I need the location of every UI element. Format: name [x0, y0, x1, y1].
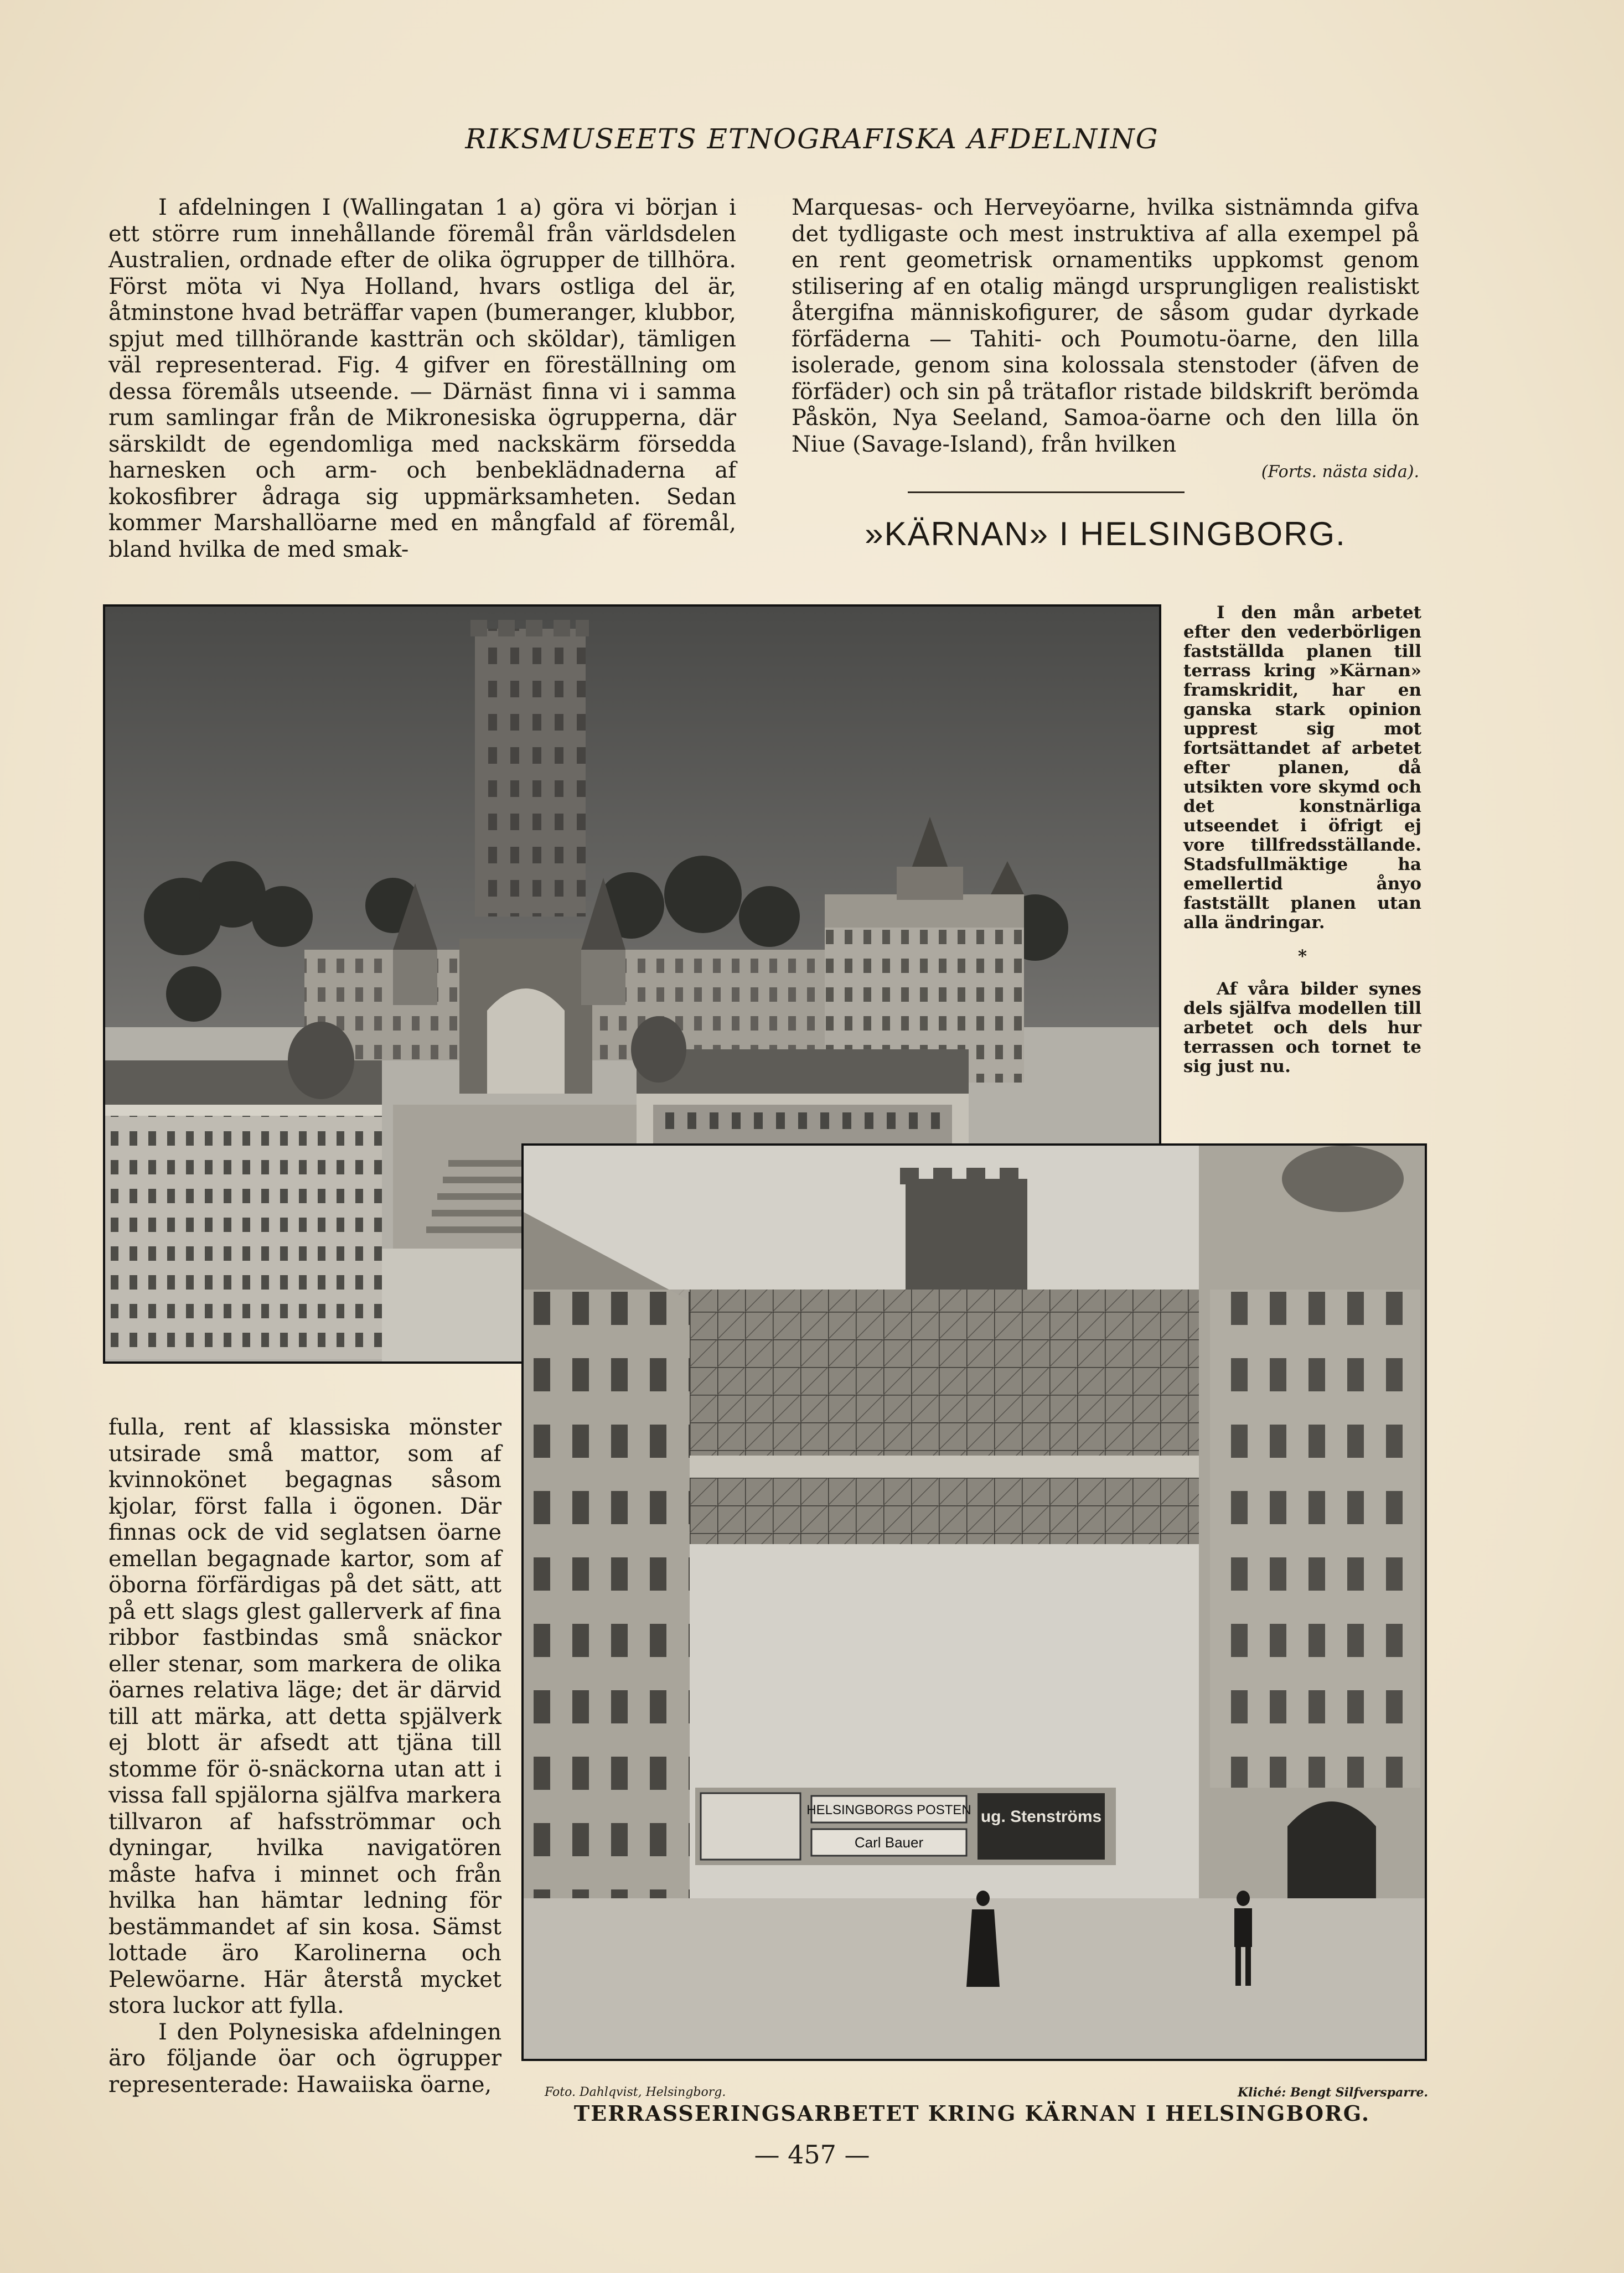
construction-illustration: [524, 1146, 1425, 2059]
page-number: — 457 —: [754, 2140, 870, 2170]
photo-caption: TERRASSERINGSARBETET KRING KÄRNAN I HELSINGBORG.: [573, 2101, 1370, 2126]
side-note-separator: *: [1297, 946, 1307, 966]
article-paragraph: I den Polynesiska afdelningen äro följande öar och ögrupper representerade: Hawaiiska öarne,: [108, 2019, 501, 2098]
article-paragraph: fulla, rent af klassiska mönster utsirade små mattor, som af kvinnokönet begagnas såsom kjolar, först falla i ögonen. Där finnas ock de vid seglatsen öarne emellan begagnade kartor, som af öborna förfärdigas på det sätt, att på ett slags glest gallerverk af fina ribbor fastbindas små snäckor eller stenar, som markera de olika öarnes relativa läge; det är därvid till att märka, att detta spjälverk ej blott är afsedt att tjäna till stomme för ö-snäckorna utan att i vissa fall spjälorna själfva markera tillvaron af hafsströmmar och dyningar, hvilka navigatören måste hafva i minnet och från hvilka han hämtar ledning för bestämmandet af sin kosa. Sämst lottade äro Karolinerna och Pelewöarne. Här återstå mycket stora luckor att fylla.: [108, 1415, 501, 2018]
sign-posten: HELSINGBORGS POSTEN: [806, 1803, 971, 1818]
article-paragraph: Marquesas- och Herveyöarne, hvilka sistnämnda gifva det tydligaste och mest instruktiva af alla exempel på en rent geometrisk ornamentiks uppkomst genom stilisering af en otalig mängd ursprungligen realistiskt återgifna människofigurer, de såsom gudar dyrkade förfäderna — Tahiti- och Poumotu-öarne, den lilla isolerade, genom sina kolossala stenstoder (äfven de förfäder) och sin på trätaflor ristade bildskrift berömda Påskön, Nya Seeland, Samoa-öarne och den lilla ön Niue (Savage-Island), från hvilken: [792, 195, 1419, 457]
article-column-left-bottom: [108, 1415, 501, 2098]
running-head: RIKSMUSEETS ETNOGRAFISKA AFDELNING: [465, 123, 1159, 155]
side-note-paragraph: Af våra bilder synes dels själfva modellen till arbetet och dels hur terrassen och tornet te sig just nu.: [1183, 979, 1421, 1076]
side-note-paragraph: I den mån arbetet efter den vederbörligen fastställda planen till terrass kring »Kärnan» framskridit, har en ganska stark opinion upprest sig mot fortsättandet af arbetet efter planen, då utsikten vore skymd och det konstnärliga utseendet i öfrigt ej vore tillfredsställande. Stadsfullmäktige ha emellertid ånyo fastställt planen utan alla ändringar.: [1183, 603, 1421, 933]
article-paragraph: I afdelningen I (Wallingatan 1 a) göra vi början i ett större rum innehållande föremål från världsdelen Australien, ordnade efter de olika ögrupper de tillhöra. Först möta vi Nya Holland, hvars ostliga del är, åtminstone hvad beträffar vapen (bumeranger, klubbor, spjut med tillhörande kastträn och sköldar), tämligen väl representerad. Fig. 4 gifver en föreställning om dessa föremåls utseende. — Därnäst finna vi i samma rum samlingar från de Mikronesiska ögrupperna, där särskildt de egendomliga med nackskärm försedda harnesken och arm- och benbeklädnaderna af kokosfibrer ådraga sig uppmärksamheten. Sedan kommer Marshallöarne med en mångfald af föremål, bland hvilka de med smak-: [108, 195, 736, 562]
photo-credit: Foto. Dahlqvist, Helsingborg.: [545, 2085, 726, 2099]
article-column-right-top: [792, 195, 1419, 485]
photo-terrace-construction: [521, 1143, 1427, 2061]
article-headline: »KÄRNAN» I HELSINGBORG.: [865, 515, 1346, 552]
sign-bauer: Carl Bauer: [854, 1834, 924, 1851]
section-divider: [908, 491, 1185, 493]
article-column-left-top: [108, 195, 736, 563]
continuation-note: (Forts. nästa sida).: [1261, 462, 1419, 481]
sign-stenstroms: ug. Stenströms: [980, 1808, 1102, 1826]
side-note: [1183, 603, 1421, 1076]
karnan-tower: [906, 1179, 1027, 1301]
cliche-credit: Kliché: Bengt Silfversparre.: [1238, 2085, 1429, 2100]
